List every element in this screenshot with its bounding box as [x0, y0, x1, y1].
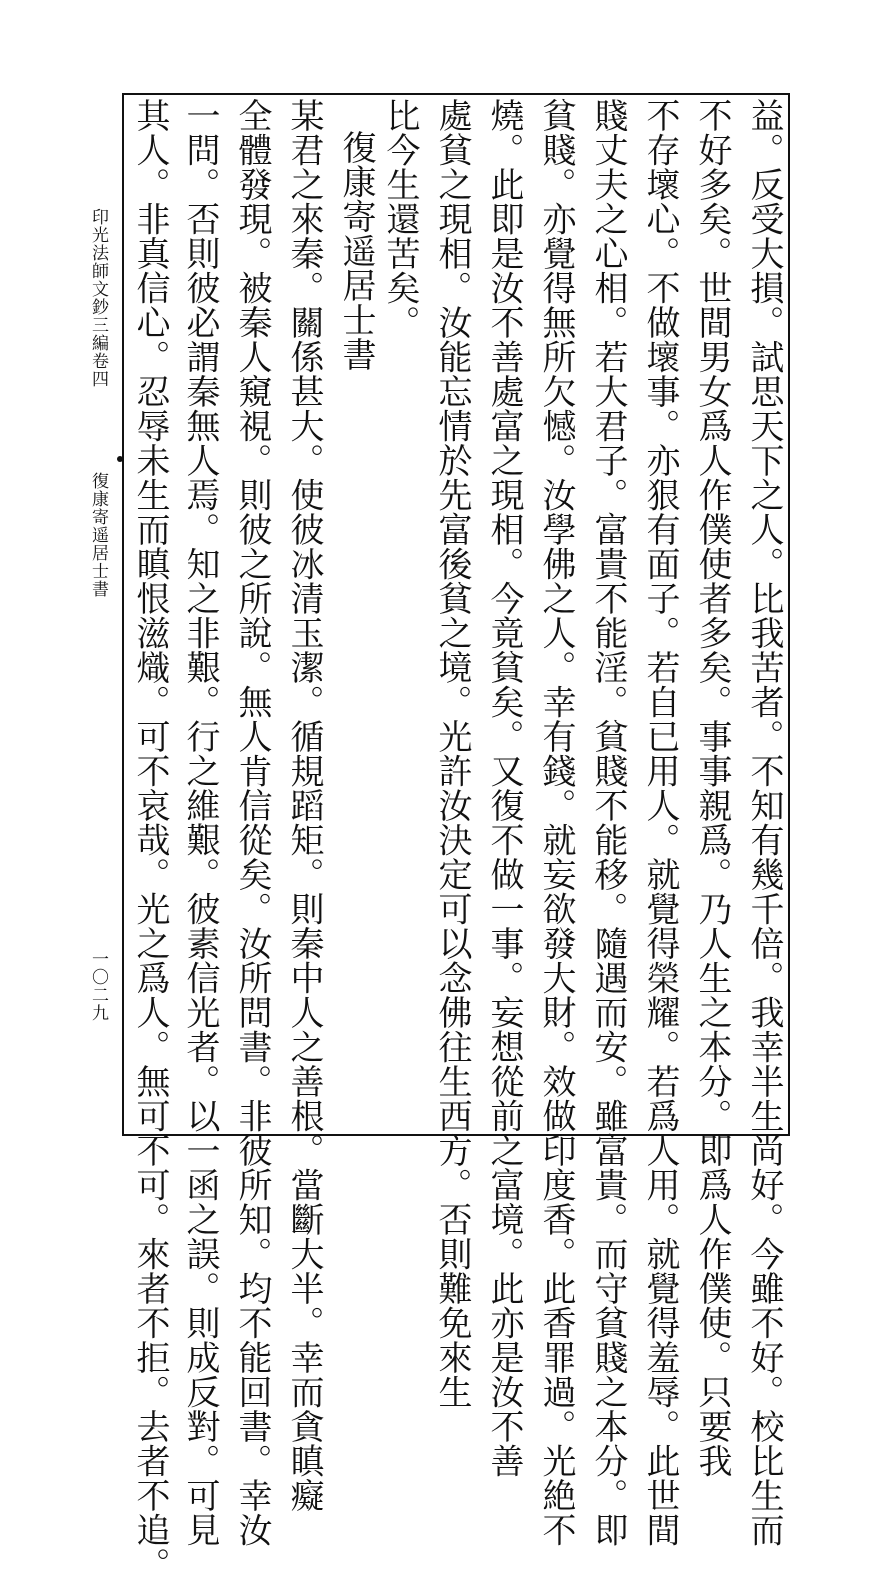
letter-heading: 復康寄遥居士書	[336, 130, 376, 372]
letter-column-3: 一問。否則彼必謂秦無人焉。知之非艱。行之維艱。彼素信光者。以一函之誤。則成反對。可見	[180, 98, 220, 1547]
text-column-1: 益。反受大損。試思天下之人。比我苦者。不知有幾千倍。我幸半生尚好。今雖不好。校比生而	[744, 98, 784, 1547]
book-title: 印光法師文鈔三編卷四	[88, 208, 108, 388]
section-dot	[117, 456, 123, 462]
letter-column-4: 其人。非真信心。忍辱未生而瞋恨滋熾。可不哀哉。光之爲人。無可不可。來者不拒。去者不追。	[130, 98, 170, 1582]
letter-column-1: 某君之來秦。關係甚大。使彼冰清玉潔。循規蹈矩。則秦中人之善根。當斷大半。幸而貪瞋癡	[284, 98, 324, 1513]
page-number: 一〇二九	[88, 950, 108, 1022]
text-column-6: 燒。此即是汝不善處富之現相。今竟貧矣。又復不做一事。妄想從前之富境。此亦是汝不善	[484, 98, 524, 1478]
frame-left-line	[122, 93, 124, 1136]
frame-top-line	[122, 93, 790, 95]
letter-column-2: 全體發現。被秦人窺視。則彼之所說。無人肯信從矣。汝所問書。非彼所知。均不能回書。幸汝	[232, 98, 272, 1547]
section-title: 復康寄遥居士書	[88, 472, 108, 598]
text-column-5: 貧賤。亦覺得無所欠憾。汝學佛之人。幸有錢。就妄欲發大財。效做印度香。此香罪過。光絶不	[536, 98, 576, 1547]
text-column-7: 處貧之現相。汝能忘情於先富後貧之境。光許汝決定可以念佛往生西方。否則難免來生	[432, 98, 472, 1409]
frame-right-line	[788, 93, 790, 1136]
text-column-4: 賤丈夫之心相。若大君子。富貴不能淫。貧賤不能移。隨遇而安。雖富貴。而守貧賤之本分。即	[588, 98, 628, 1547]
text-column-3: 不存壞心。不做壞事。亦狠有面子。若自已用人。就覺得榮耀。若爲人用。就覺得羞辱。此世間	[640, 98, 680, 1547]
text-column-8: 比今生還苦矣。	[380, 98, 420, 340]
text-column-2: 不好多矣。世間男女爲人作僕使者多矣。事事親爲。乃人生之本分。即爲人作僕使。只要我	[692, 98, 732, 1478]
